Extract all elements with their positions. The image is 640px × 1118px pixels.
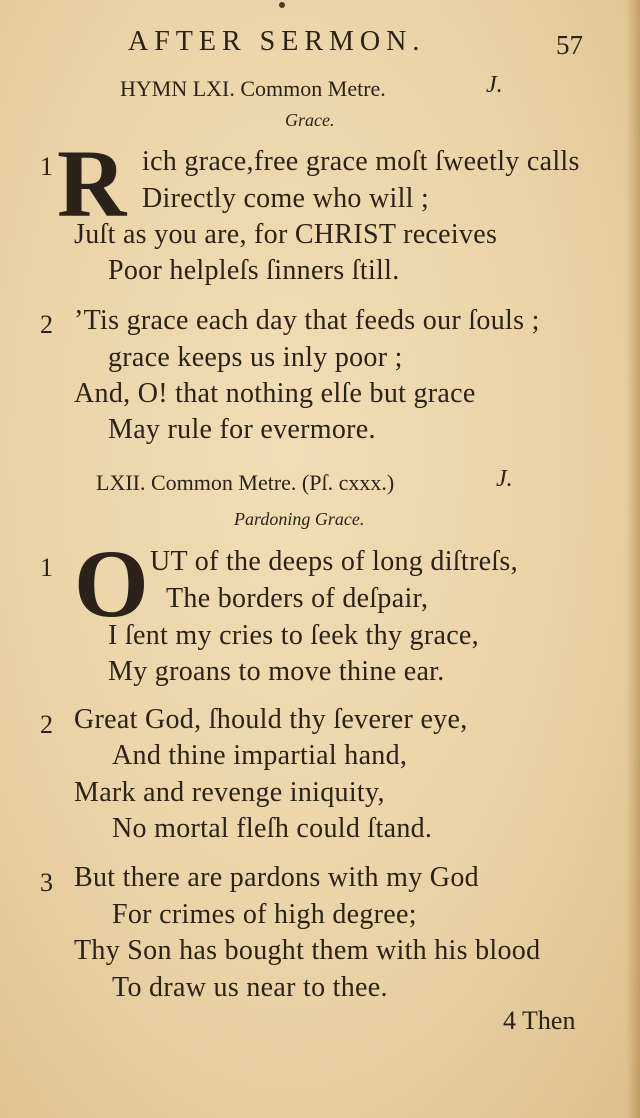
drop-cap: O	[74, 530, 149, 637]
verse-line: Mark and revenge iniquity,	[74, 777, 385, 808]
stanza-number: 2	[40, 710, 53, 739]
verse-line: To draw us near to thee.	[112, 972, 388, 1003]
drop-cap: R	[57, 130, 127, 237]
stanza-number: 3	[40, 868, 53, 897]
verse-line: No mortal fleſh could ſtand.	[112, 813, 433, 844]
verse-line: The borders of deſpair,	[166, 583, 429, 614]
verse-line: grace keeps us inly poor ;	[108, 342, 403, 373]
hymn-61-heading: HYMN LXI. Common Metre.	[120, 76, 386, 101]
verse-line: ’Tis grace each day that feeds our ſouls ;	[74, 305, 540, 336]
verse-line: Directly come who will ;	[142, 183, 430, 214]
verse-line: My groans to move thine ear.	[108, 656, 445, 687]
verse-line: But there are pardons with my God	[74, 862, 479, 893]
verse-line: For crimes of high degree;	[112, 899, 417, 930]
hymn-61-subtitle: Grace.	[285, 110, 335, 130]
hymn-62-subtitle: Pardoning Grace.	[234, 509, 365, 529]
verse-line: I ſent my cries to ſeek thy grace,	[108, 620, 479, 651]
stanza-number: 1	[40, 152, 53, 181]
hymn-62-author: J.	[496, 466, 513, 492]
verse-line: UT of the deeps of long diſtreſs,	[150, 546, 518, 577]
catchword: 4 Then	[503, 1006, 576, 1035]
stanza-number: 2	[40, 310, 53, 339]
ink-spot	[279, 2, 285, 8]
hymn-62-heading: LXII. Common Metre. (Pſ. cxxx.)	[96, 470, 395, 495]
running-head: AFTER SERMON.	[128, 26, 426, 57]
verse-line: Juſt as you are, for CHRIST receives	[74, 219, 498, 250]
verse-line: May rule for evermore.	[108, 414, 376, 445]
verse-line: Great God, ſhould thy ſeverer eye,	[74, 704, 468, 735]
verse-line: Thy Son has bought them with his blood	[74, 935, 541, 966]
verse-line: Poor helpleſs ſinners ſtill.	[108, 255, 400, 286]
verse-line: ich grace,free grace moſt ſweetly calls	[142, 146, 580, 177]
hymn-61-author: J.	[486, 72, 503, 98]
page-number: 57	[556, 30, 583, 60]
verse-line: And, O! that nothing elſe but grace	[74, 378, 476, 409]
page-edge-shadow	[626, 0, 640, 1118]
stanza-number: 1	[40, 553, 53, 582]
verse-line: And thine impartial hand,	[112, 740, 408, 771]
